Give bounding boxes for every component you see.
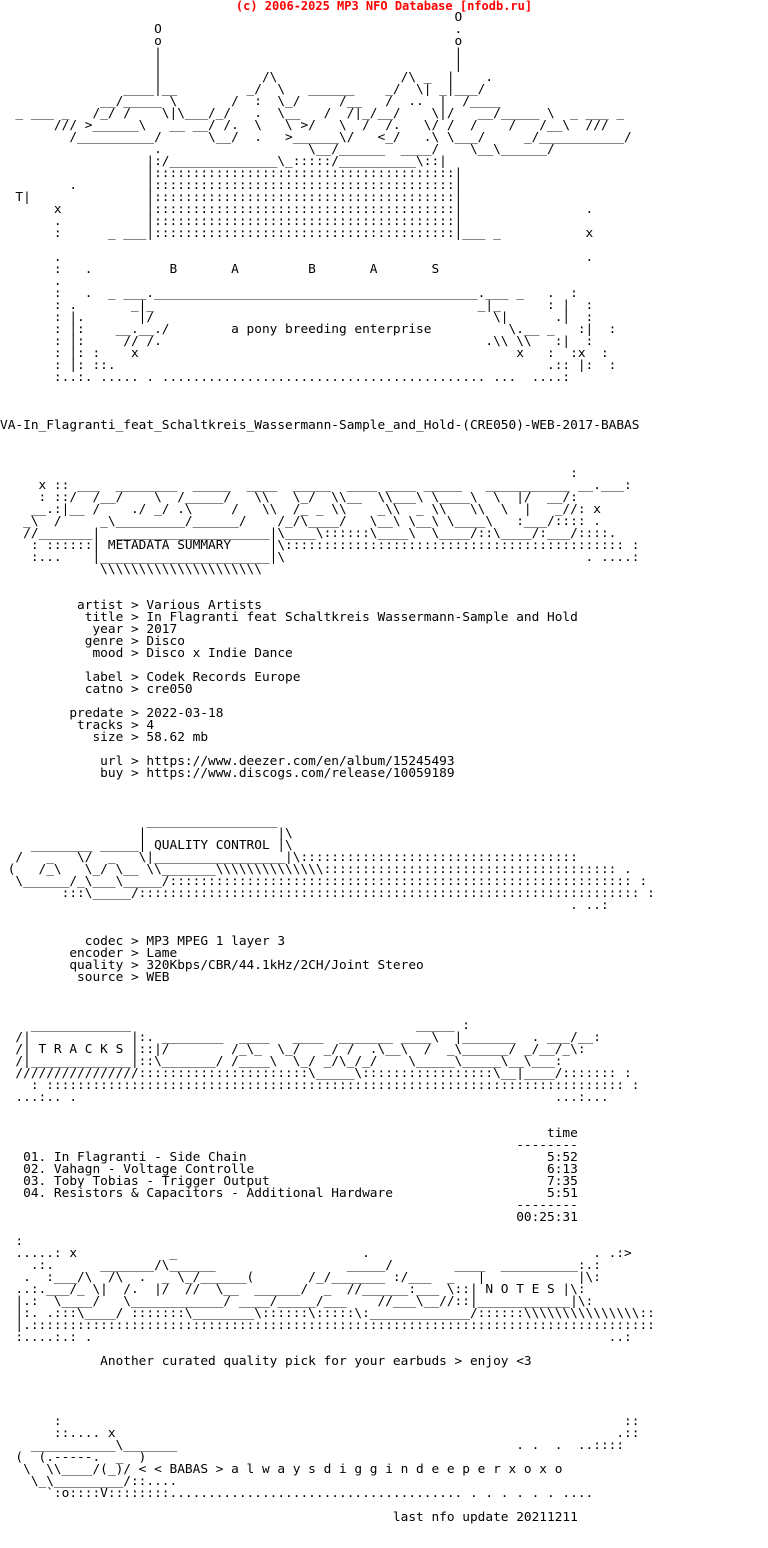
nfo-line: x |:::::::::::::::::::::::::::::::::::::::| . bbox=[0, 202, 594, 217]
nfo-line: . bbox=[0, 274, 62, 289]
nfo-line: ____|__ _/ \ ______ _/ \| _|___/ bbox=[0, 82, 486, 97]
nfo-line: 00:25:31 bbox=[0, 1210, 578, 1225]
nfo-line: |:/______________\_:::::/__________\::| bbox=[0, 154, 447, 169]
nfo-line: : ::::::| METADATA SUMMARY |\:::::::::::::::::::::::::::::::::::::::::::: : bbox=[0, 538, 640, 553]
nfo-line: :::\_____/::::::::::::::::::::::::::::::::::::::::::::::::::::::::::::::::: : bbox=[0, 886, 655, 901]
nfo-line: _________________ bbox=[0, 814, 278, 829]
nfo-line: __.:|__ / ./ _/ .\ / \\ /_ _ \\ _\\ _ \\ \\ \ | _//: x bbox=[0, 502, 601, 517]
nfo-line: source > WEB bbox=[0, 970, 170, 985]
nfo-line: buy > https://www.discogs.com/release/10059189 bbox=[0, 766, 455, 781]
nfo-line: x :: ___ ________ _____ ____ _____ ____ ____ _____ ___________ __.___: bbox=[0, 478, 632, 493]
nfo-line: \\\\\\\\\\\\\\\\\\\\\ bbox=[0, 562, 262, 577]
nfo-line: -------- bbox=[0, 1198, 578, 1213]
nfo-line: url > https://www.deezer.com/en/album/15245493 bbox=[0, 754, 455, 769]
nfo-line: . \__/______ ____/ \__\______/ bbox=[0, 142, 555, 157]
nfo-line: .....: x _ . . .:> bbox=[0, 1246, 632, 1261]
nfo-line: ::.... x .:: bbox=[0, 1426, 640, 1441]
nfo-line: . :___/\ /\ . _ \_/______( /_/_______ :/___ _ | |\: bbox=[0, 1270, 601, 1285]
nfo-line: 03. Toby Tobias - Trigger Output 7:35 bbox=[0, 1174, 578, 1189]
nfo-line: \______/_\___\_____/:::::::::::::::::::::::::::::::::::::::::::::::::::::::::::: : bbox=[0, 874, 648, 889]
nfo-line: O . bbox=[0, 22, 463, 37]
nfo-line: . ..: bbox=[0, 898, 609, 913]
nfo-line: title > In Flagranti feat Schaltkreis Wassermann-Sample and Hold bbox=[0, 610, 578, 625]
nfo-line: ////////////////::::::::::::::::::::::\_____\:::::::::::::::::\__|____/::::::: : bbox=[0, 1066, 632, 1081]
nfo-line: . |:::::::::::::::::::::::::::::::::::::::| bbox=[0, 214, 463, 229]
nfo-line: predate > 2022-03-18 bbox=[0, 706, 224, 721]
nfo-line: : ::/ /__/ \ /_____/ \\ \_/ \\__ \\___\ \____\ \ |/ __/: bbox=[0, 490, 578, 505]
nfo-line: / _ \/ _ \|_________________|\:::::::::::::::::::::::::::::::::::: bbox=[0, 850, 578, 865]
nfo-line: _____________ _____ : bbox=[0, 1018, 470, 1033]
nfo-line: | | bbox=[0, 46, 463, 61]
nfo-line: artist > Various Artists bbox=[0, 598, 262, 613]
nfo-line: : . _ ___.__________________________________________.___ _ . : bbox=[0, 286, 578, 301]
nfo-line: 04. Resistors & Capacitors - Additional Hardware 5:51 bbox=[0, 1186, 578, 1201]
nfo-line: last nfo update 20211211 bbox=[0, 1510, 578, 1524]
nfo-line: T| |:::::::::::::::::::::::::::::::::::::::| bbox=[0, 190, 463, 205]
nfo-line: \_\_________/::.... bbox=[0, 1474, 178, 1489]
nfo-line: ________ _____| QUALITY CONTROL |\ bbox=[0, 838, 293, 853]
nfo-line: | /\ /\ _ | . bbox=[0, 70, 494, 85]
nfo-line: 01. In Flagranti - Side Chain 5:52 bbox=[0, 1150, 578, 1165]
nfo-line: : |. |/ \| .| : bbox=[0, 310, 594, 325]
nfo-line: size > 58.62 mb bbox=[0, 730, 209, 745]
nfo-line: ( /_\ \_/ \__ \\_______\\\\\\\\\\\\\\:::::::::::::::::::::::::::::::::::::: . bbox=[0, 862, 632, 877]
nfo-line: VA-In_Flagranti_feat_Schaltkreis_Wassermann-Sample_and_Hold-(CRE050)-WEB-2017-BABAS bbox=[0, 418, 640, 433]
nfo-line: /|_____________|::\_______/ /____\ \_/ _/\_/_/ \_____\_____\__\___: bbox=[0, 1054, 563, 1069]
nfo-line: |.::::::::::::::::::::::::::::::::::::::::::::::::::::::::::::::::::::::::::::::::: bbox=[0, 1318, 655, 1333]
nfo-line: . |:::::::::::::::::::::::::::::::::::::::| bbox=[0, 178, 463, 193]
nfo-line: .:. _______/\______ _____/ ____ __________:.: bbox=[0, 1258, 601, 1273]
nfo-line: tracks > 4 bbox=[0, 718, 155, 733]
nfo-line: /| T R A C K S |::|/ /_\_ \_/ _/ / .\__\ / _\______/ _/__/_\: bbox=[0, 1042, 586, 1057]
nfo-line: ..:.___/_ \| /. |/ // \__ ______/ _ //______:___ \::| N O T E S |\: bbox=[0, 1282, 586, 1297]
nfo-line: _\ / _\_________/______/ /_/\____/ \__\ \__\ \____\ :___/:::: . bbox=[0, 514, 601, 529]
nfo-line: :....:.: . ..: bbox=[0, 1330, 632, 1345]
nfo-line: label > Codek Records Europe bbox=[0, 670, 301, 685]
nfo-line: : . _|_ _|_ : | : bbox=[0, 298, 594, 313]
nfo-line: : _ ___|:::::::::::::::::::::::::::::::::::::::|___ _ x bbox=[0, 226, 594, 241]
nfo-line: ( (.-----. _ ) bbox=[0, 1450, 147, 1465]
nfo-line: codec > MP3 MPEG 1 layer 3 bbox=[0, 934, 286, 949]
nfo-line: : |: : x x : :x : bbox=[0, 346, 609, 361]
nfo-line: -------- bbox=[0, 1138, 578, 1153]
nfo-line: 02. Vahagn - Voltage Controlle 6:13 bbox=[0, 1162, 578, 1177]
nfo-line: /// >______\ __ __/ /. \ \ >/ \ / /. \/ / / / /__\ /// bbox=[0, 118, 609, 133]
nfo-line: : . B A B A S bbox=[0, 262, 440, 277]
nfo-line: |:. .:::\____/ :::::::\________\::::::\:::::\:_____________/::::::\\\\\\\\\\\\\\\:: bbox=[0, 1306, 655, 1321]
nfo-line: genre > Disco bbox=[0, 634, 185, 649]
nfo-line: year > 2017 bbox=[0, 622, 178, 637]
nfo-line: . . bbox=[0, 250, 594, 265]
nfo-line: time bbox=[0, 1126, 578, 1141]
nfo-line: : |: __.__./ a pony breeding enterprise \.__ _ :| : bbox=[0, 322, 617, 337]
nfo-line: catno > cre050 bbox=[0, 682, 193, 697]
nfo-line: `:o::::V::::::::...................................... . . . . . . .... bbox=[0, 1486, 594, 1501]
nfo-line: : bbox=[0, 466, 578, 481]
nfo-line: mood > Disco x Indie Dance bbox=[0, 646, 293, 661]
nfo-line: __/_____ \ / : \_/ /__ / .. | /____ bbox=[0, 94, 501, 109]
nfo-text bbox=[0, 12, 768, 1524]
nfo-line: encoder > Lame bbox=[0, 946, 178, 961]
nfo-line: //_______| ____________________|\____\::::::\____\ \____/::\____/:___/::::. bbox=[0, 526, 617, 541]
nfo-line: | | bbox=[0, 58, 463, 73]
nfo-line: quality > 320Kbps/CBR/44.1kHz/2CH/Joint Stereo bbox=[0, 958, 424, 973]
nfo-line: : bbox=[0, 1234, 24, 1249]
nfo-line: | |\ bbox=[0, 826, 293, 841]
nfo-line: |:::::::::::::::::::::::::::::::::::::::| bbox=[0, 166, 463, 181]
site-header bbox=[0, 0, 768, 12]
nfo-line: o o bbox=[0, 34, 463, 49]
site-header-link[interactable]: (c) 2006-2025 MP3 NFO Database [nfodb.ru] bbox=[235, 0, 533, 13]
nfo-line: /__________/ \__/ . >______\/ <_/ .\ \___/ _/___________/ bbox=[0, 130, 632, 145]
nfo-line: : |: // /. .\\ \\ :| : bbox=[0, 334, 594, 349]
nfo-line: Another curated quality pick for your earbuds > enjoy <3 bbox=[0, 1354, 532, 1369]
nfo-line: |.: \____/ \____________/ ____/_____/___ //___\__//::|____________|\: bbox=[0, 1294, 594, 1309]
nfo-line: : :: bbox=[0, 1414, 640, 1429]
nfo-line: :..:. ..... . .......................................... ... ....: bbox=[0, 370, 571, 385]
nfo-line: ___________\_______ . . . ..:::: bbox=[0, 1438, 625, 1453]
nfo-line: : |: ::. .:: |: : bbox=[0, 358, 617, 373]
nfo-line: /| |:. ________ ____ ____ _______ ____\ |_______ . ___/__: bbox=[0, 1030, 601, 1045]
nfo-line: _ ___ _ /_/ / \|\___/_/ . \__ / /|_/__/ \|/ __/_____ \ _ ___ _ bbox=[0, 106, 625, 121]
nfo-line: :... |______________________|\ . ....: bbox=[0, 550, 640, 565]
nfo-line: \ \\____/(_)/ < < BABAS > a l w a y s d i g g i n d e e p e r x o x o bbox=[0, 1462, 563, 1477]
nfo-line: : ::::::::::::::::::::::::::::::::::::::::::::::::::::::::::::::::::::::::::: : bbox=[0, 1078, 640, 1093]
nfo-line: O bbox=[0, 12, 463, 25]
nfo-line: ...:.. . ...:... bbox=[0, 1090, 609, 1105]
